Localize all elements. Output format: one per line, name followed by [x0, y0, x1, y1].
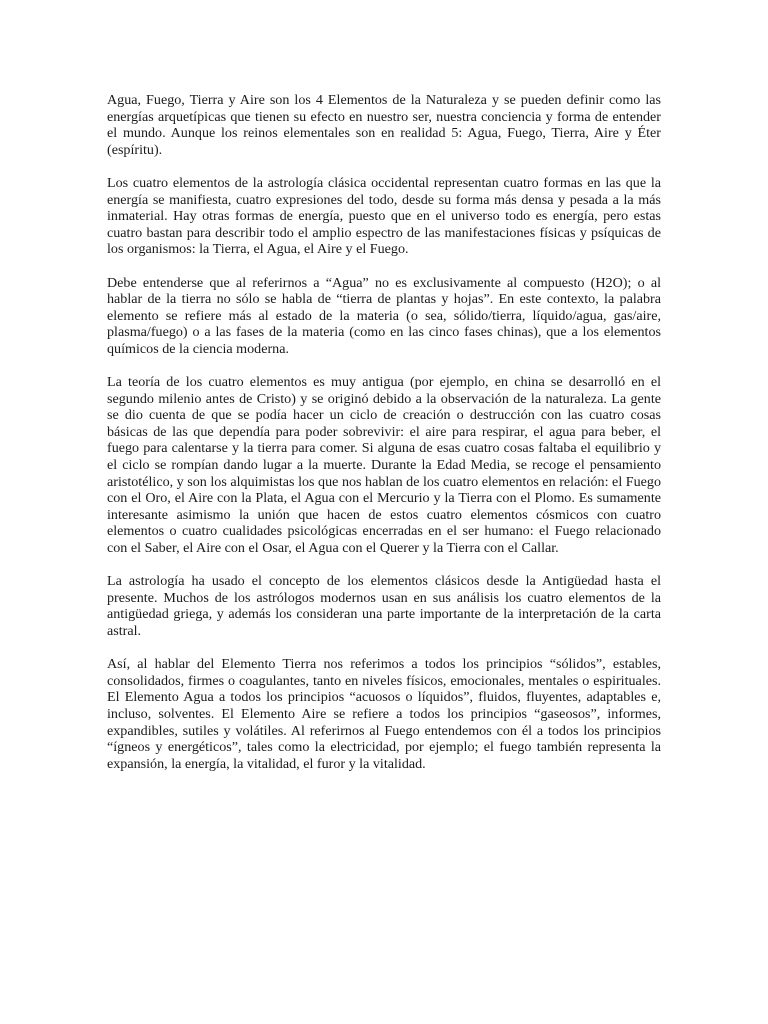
paragraph-elements-intro: Agua, Fuego, Tierra y Aire son los 4 Elementos de la Naturaleza y se pueden definir como las energías arquetípicas que tienen su efecto en nuestro ser, nuestra conciencia y forma de entender el mundo. Aunque los reinos elementales son en realidad 5: Agua, Fuego, Tierra, Aire y Éter (espíritu). [107, 92, 661, 158]
paragraph-ancient-theory: La teoría de los cuatro elementos es muy antigua (por ejemplo, en china se desarrolló en el segundo milenio antes de Cristo) y se originó debido a la observación de la naturaleza. La gente se dio cuenta de que se podía hacer un ciclo de creación o destrucción con las cuatro cosas básicas de las que dependía para poder sobrevivir: el aire para respirar, el agua para beber, el fuego para calentarse y la tierra para comer. Si alguna de esas cuatro cosas faltaba el equilibrio y el ciclo se rompían dando lugar a la muerte. Durante la Edad Media, se recoge el pensamiento aristotélico, y son los alquimistas los que nos hablan de los cuatro elementos en relación: el Fuego con el Oro, el Aire con la Plata, el Agua con el Mercurio y la Tierra con el Plomo. Es sumamente interesante asimismo la unión que hacen de estos cuatro elementos cósmicos con cuatro elementos o cuatro cualidades psicológicas encerradas en el ser humano: el Fuego relacionado con el Saber, el Aire con el Osar, el Agua con el Querer y la Tierra con el Callar. [107, 374, 661, 557]
paragraph-element-principles: Así, al hablar del Elemento Tierra nos referimos a todos los principios “sólidos”, estables, consolidados, firmes o coagulantes, tanto en niveles físicos, emocionales, mentales o espirituales. El Elemento Agua a todos los principios “acuosos o líquidos”, fluidos, fluyentes, adaptables e, incluso, solventes. El Elemento Aire se refiere a todos los principios “gaseosos”, informes, expandibles, sutiles y volátiles. Al referirnos al Fuego entendemos con él a todos los principios “ígneos y energéticos”, tales como la electricidad, por ejemplo; el fuego también representa la expansión, la energía, la vitalidad, el furor y la vitalidad. [107, 656, 661, 772]
paragraph-modern-astrology: La astrología ha usado el concepto de los elementos clásicos desde la Antigüedad hasta el presente. Muchos de los astrólogos modernos usan en sus análisis los cuatro elementos de la antigüedad griega, y además los consideran una parte importante de la interpretación de la carta astral. [107, 573, 661, 639]
paragraph-states-of-matter: Debe entenderse que al referirnos a “Agua” no es exclusivamente al compuesto (H2O); o al hablar de la tierra no sólo se habla de “tierra de plantas y hojas”. En este contexto, la palabra elemento se refiere más al estado de la materia (o sea, sólido/tierra, líquido/agua, gas/aire, plasma/fuego) o a las fases de la materia (como en las cinco fases chinas), que a los elementos químicos de la ciencia moderna. [107, 274, 661, 357]
document-page [107, 92, 661, 789]
paragraph-classical-astrology: Los cuatro elementos de la astrología clásica occidental representan cuatro formas en las que la energía se manifiesta, cuatro expresiones del todo, desde su forma más densa y pesada a la más inmaterial. Hay otras formas de energía, puesto que en el universo todo es energía, pero estas cuatro bastan para describir todo el amplio espectro de las manifestaciones físicas y psíquicas de los organismos: la Tierra, el Agua, el Aire y el Fuego. [107, 174, 661, 258]
